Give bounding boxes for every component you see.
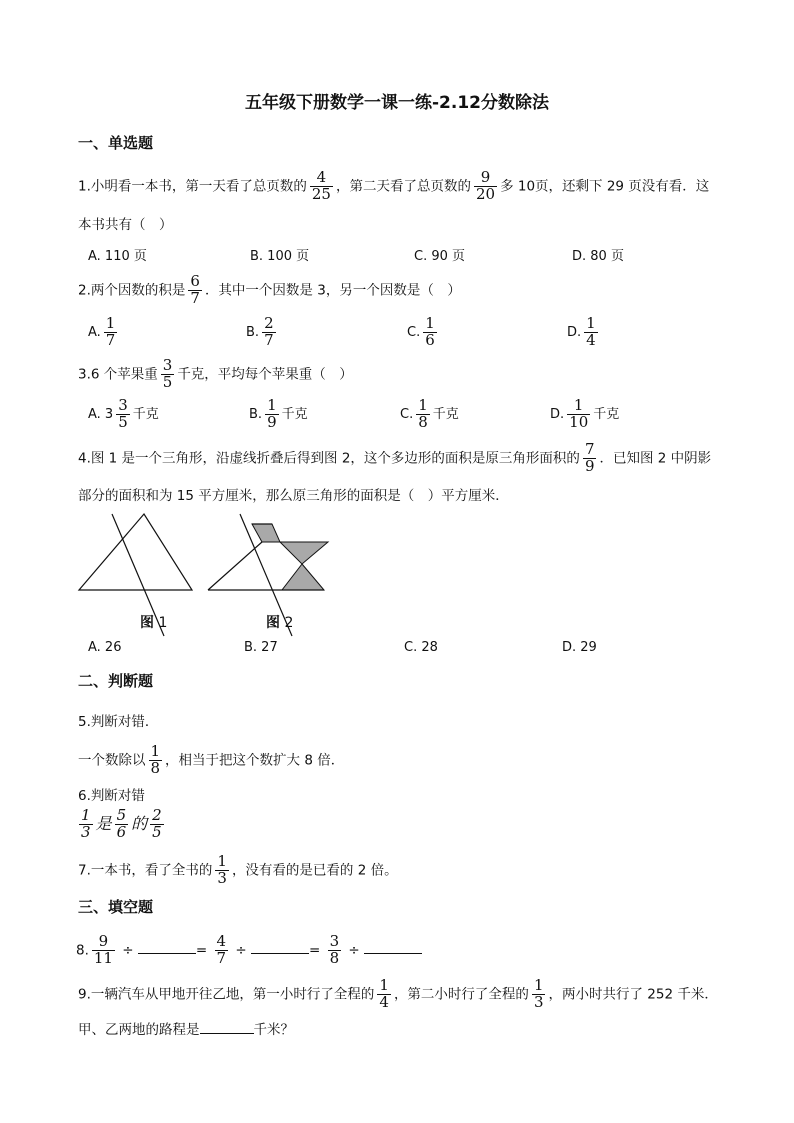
question-1-line-2: 本书共有（ ） <box>78 217 173 233</box>
page-title: 五年级下册数学一课一练-2.12分数除法 <box>245 93 549 113</box>
answer-blank[interactable] <box>251 953 309 954</box>
option-c[interactable]: C. $\frac{1}{6}$ <box>407 314 435 349</box>
option-a[interactable]: A. 26 <box>88 640 122 655</box>
option-b[interactable]: B. $\frac{2}{7}$ <box>246 314 274 349</box>
option-b[interactable]: B. $\frac{1}{9}$ 千克 <box>249 396 308 431</box>
option-a[interactable]: A. $\frac{1}{7}$ <box>88 314 116 349</box>
figure-1-label: 图 1 <box>140 615 168 631</box>
option-d[interactable]: D. 80 页 <box>572 249 624 264</box>
answer-blank[interactable] <box>364 953 422 954</box>
section-heading-true-false: 二、判断题 <box>78 672 154 690</box>
question-text: 1.小明看一本书，第一天看了总页数的 <box>78 178 307 195</box>
option-c[interactable]: C. 90 页 <box>414 249 466 264</box>
question-text: 千克，平均每个苹果重（ ） <box>177 366 353 383</box>
figure-2-label: 图 2 <box>266 615 294 631</box>
question-3 <box>78 358 353 391</box>
question-9: 9.一辆汽车从甲地开往乙地，第一小时行了全程的 $\frac{1}{4}$ ，第二小时行了全程的 $\frac{1}{3}$ ，两小时共行了 252 千米． <box>78 976 718 1011</box>
option-c[interactable]: C. 28 <box>404 640 438 655</box>
option-d[interactable]: D. $\frac{1}{4}$ <box>567 314 596 349</box>
question-text: 多 10页，还剩下 29 页没有看．这 <box>500 178 710 195</box>
fraction: $\frac{9}{20}$ <box>475 168 496 203</box>
option-a[interactable]: A. 3 $\frac{3}{5}$ 千克 <box>88 396 159 431</box>
fraction: $\frac{1}{3}$ <box>81 806 91 841</box>
question-1 <box>78 170 709 203</box>
fraction: $\frac{2}{5}$ <box>152 806 162 841</box>
fraction: $\frac{9}{11}$ <box>93 932 113 967</box>
question-4-line-2: 部分的面积和为 15 平方厘米，那么原三角形的面积是（ ）平方厘米． <box>78 488 509 504</box>
question-text: ．已知图 2 中阴影 <box>599 450 712 467</box>
fraction: $\frac{4}{25}$ <box>311 168 331 203</box>
question-8: 8. $\frac{9}{11}$ ÷ = $\frac{4}{7}$ ÷ = $\frac{3}{8}$ ÷ <box>76 934 422 967</box>
answer-blank[interactable] <box>138 953 196 954</box>
question-text: 4.图 1 是一个三角形，沿虚线折叠后得到图 2，这个多边形的面积是原三角形面积的 <box>78 450 580 467</box>
fraction: $\frac{6}{7}$ <box>190 272 200 307</box>
figure-1-triangle <box>70 508 200 638</box>
question-text: 3.6 个苹果重 <box>78 366 158 383</box>
question-text: 2.两个因数的积是 <box>78 282 186 299</box>
fraction: $\frac{4}{7}$ <box>216 932 227 967</box>
answer-blank[interactable] <box>200 1033 254 1034</box>
section-heading-fill-blank: 三、填空题 <box>78 898 154 916</box>
question-5-title: 5.判断对错． <box>78 714 159 730</box>
question-7: 7.一本书，看了全书的 $\frac{1}{3}$ ，没有看的是已看的 2 倍。 <box>78 852 398 887</box>
option-d[interactable]: D. 29 <box>562 640 597 655</box>
question-2 <box>78 274 461 307</box>
fraction: $\frac{1}{8}$ <box>150 742 161 777</box>
fraction: $\frac{1}{4}$ <box>379 976 389 1011</box>
question-9-line-2: 甲、乙两地的路程是 千米？ <box>78 1022 294 1038</box>
question-text: ，第二天看了总页数的 <box>335 178 471 195</box>
fraction: $\frac{1}{3}$ <box>217 852 227 887</box>
option-d[interactable]: D. $\frac{1}{10}$ 千克 <box>550 396 620 431</box>
option-a[interactable]: A. 110 页 <box>88 249 147 264</box>
question-text: ．其中一个因数是 3，另一个因数是（ ） <box>204 282 461 299</box>
fraction: $\frac{5}{6}$ <box>116 806 127 841</box>
fraction: $\frac{7}{9}$ <box>584 440 595 475</box>
fraction: $\frac{3}{5}$ <box>162 356 173 391</box>
question-6-statement: $\frac{1}{3}$ 是 $\frac{5}{6}$ 的 $\frac{2}{5}$ <box>81 806 162 841</box>
question-4 <box>78 442 711 475</box>
option-b[interactable]: B. 100 页 <box>250 249 310 264</box>
question-5: 一个数除以 $\frac{1}{8}$ ，相当于把这个数扩大 8 倍． <box>78 742 345 777</box>
option-b[interactable]: B. 27 <box>244 640 278 655</box>
section-heading-single-choice: 一、单选题 <box>78 134 154 152</box>
fraction: $\frac{1}{3}$ <box>533 976 544 1011</box>
fraction: $\frac{3}{8}$ <box>329 932 340 967</box>
question-6-title: 6.判断对错 <box>78 788 145 804</box>
option-c[interactable]: C. $\frac{1}{8}$ 千克 <box>400 396 459 431</box>
